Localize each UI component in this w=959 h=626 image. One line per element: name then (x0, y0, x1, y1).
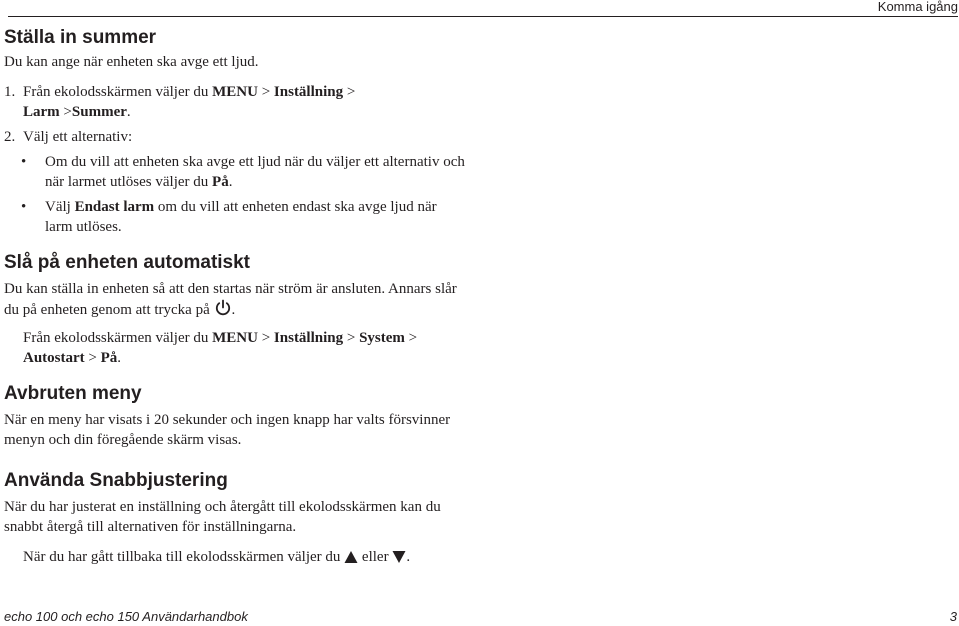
step-number: 2. (4, 129, 16, 145)
installning-label: Inställning (273, 84, 344, 100)
s4-para-1-line-1: När du har justerat en inställning och återgått till ekolodsskärmen kan du (4, 499, 441, 515)
bullet-mark: • (21, 199, 27, 215)
bullet-mark: • (21, 154, 27, 170)
triangle-down-icon (392, 550, 406, 570)
bullet-1-line-2: när larmet utlöses väljer du På. (45, 174, 233, 190)
heading-sla-pa-enheten-automatiskt: Slå på enheten automatiskt (4, 252, 251, 273)
heading-stalla-in-summer: Ställa in summer (4, 27, 157, 48)
step-2-text: Välj ett alternativ: (23, 129, 133, 145)
running-header (8, 0, 958, 17)
installning-label: Inställning (273, 330, 344, 346)
system-label: System (359, 330, 405, 346)
autostart-label: Autostart (23, 350, 85, 366)
s2-para-1-line-1: Du kan ställa in enheten så att den startas när ström är ansluten. Annars slår (4, 281, 457, 297)
s2-para-2-line-2: Autostart > På. (23, 350, 122, 366)
heading-avbruten-meny: Avbruten meny (4, 383, 142, 404)
power-icon (214, 299, 232, 323)
bullet-2-line-2: larm utlöses. (45, 219, 122, 235)
larm-label: Larm (23, 104, 60, 120)
page-number: 3 (949, 609, 957, 624)
s3-line-2: menyn och din föregående skärm visas. (4, 432, 242, 448)
s2-para-2-line-1: Från ekolodsskärmen väljer du MENU > Inställning > System > (23, 330, 418, 346)
pa-label: På (212, 174, 229, 190)
s3-line-1: När en meny har visats i 20 sekunder och ingen knapp har valts försvinner (4, 412, 451, 428)
footer-manual-title: echo 100 och echo 150 Användarhandbok (4, 609, 248, 624)
menu-label: MENU (212, 84, 258, 100)
step-number: 1. (4, 84, 16, 100)
summer-label: Summer (71, 104, 127, 120)
intro-text: Du kan ange när enheten ska avge ett ljud. (4, 54, 259, 70)
s2-para-1-line-2: du på enheten genom att trycka på . (4, 299, 235, 323)
section-name: Komma igång (877, 0, 958, 14)
heading-anvanda-snabbjustering: Använda Snabbjustering (4, 470, 228, 491)
triangle-up-icon (344, 550, 358, 570)
s4-para-2: När du har gått tillbaka till ekolodsskärmen väljer du eller . (23, 547, 410, 570)
menu-label: MENU (212, 330, 258, 346)
s4-para-1-line-2: snabbt återgå till alternativen för inställningarna. (4, 519, 297, 535)
bullet-2-line-1: Välj Endast larm om du vill att enheten endast ska avge ljud när (45, 199, 437, 215)
pa-label: På (100, 350, 118, 366)
bullet-1-line-1: Om du vill att enheten ska avge ett ljud när du väljer ett alternativ och (45, 154, 465, 170)
endast-larm-label: Endast larm (74, 199, 155, 215)
step-1-line-1: Från ekolodsskärmen väljer du MENU > Inställning > (23, 84, 356, 100)
step-1-line-2: Larm >Summer. (23, 104, 131, 120)
